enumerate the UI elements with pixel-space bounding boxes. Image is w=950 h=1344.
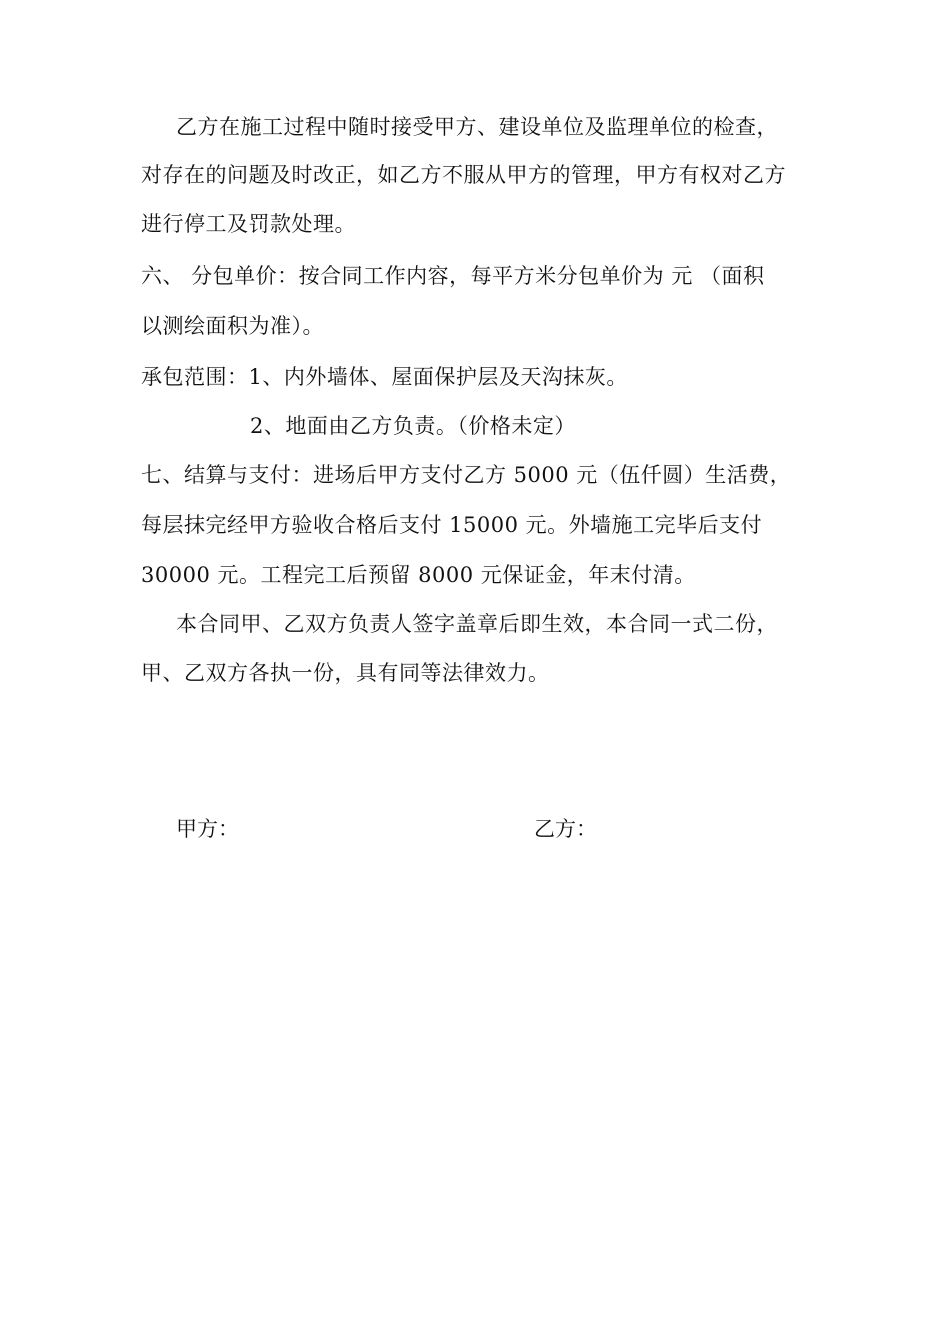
scope-line: 2、地面由乙方负责。（价格未定） [250, 414, 576, 438]
paragraph-line: 甲、乙双方各执一份，具有同等法律效力。 [141, 661, 550, 685]
paragraph-line: 对存在的问题及时改正，如乙方不服从甲方的管理，甲方有权对乙方 [141, 163, 786, 187]
paragraph-line: 每层抹完经甲方验收合格后支付 15000 元。外墙施工完毕后支付 [141, 513, 763, 537]
scope-line: 承包范围：1、内外墙体、屋面保护层及天沟抹灰。 [141, 365, 628, 389]
paragraph-line: 以测绘面积为准）。 [141, 314, 324, 338]
party-a-signature-label: 甲方： [176, 817, 239, 841]
paragraph-line: 乙方在施工过程中随时接受甲方、建设单位及监理单位的检查， [176, 115, 778, 139]
section-six-line: 六、 分包单价：按合同工作内容，每平方米分包单价为 元 （面积 [141, 264, 765, 288]
section-seven-line: 七、结算与支付：进场后甲方支付乙方 5000 元（伍仟圆）生活费， [141, 463, 792, 487]
paragraph-line: 本合同甲、乙双方负责人签字盖章后即生效，本合同一式二份， [176, 612, 778, 636]
party-b-signature-label: 乙方： [534, 817, 597, 841]
paragraph-line: 进行停工及罚款处理。 [141, 212, 356, 236]
paragraph-line: 30000 元。工程完工后预留 8000 元保证金，年末付清。 [141, 563, 696, 587]
